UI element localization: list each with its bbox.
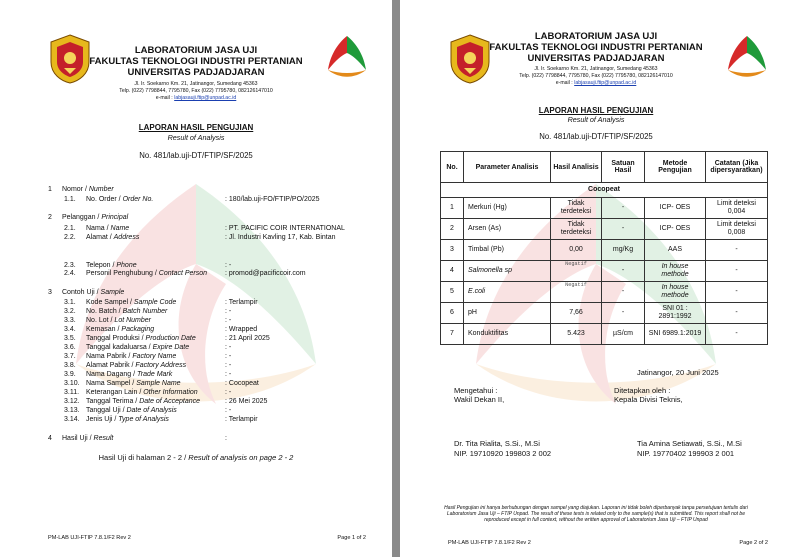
right-signature-line2: Kepala Divisi Teknis, [614, 395, 683, 404]
col-header-no: No. [441, 152, 464, 183]
cell-unit: - [602, 219, 645, 240]
field-factory-name: 3.7. Nama Pabrik / Factory Name : - [64, 353, 232, 360]
cell-parameter: Konduktifitas [464, 324, 551, 345]
field-expire-date: 3.6. Tanggal kadaluarsa / Expire Date : - [64, 344, 232, 351]
right-signatory-name: Tia Amina Setiawati, S.Si., M.Si [637, 439, 742, 448]
cell-parameter: Timbal (Pb) [464, 240, 551, 261]
left-signature-line2: Wakil Dekan II, [454, 395, 505, 404]
table-row [441, 303, 768, 324]
cell-result: Negatif [551, 261, 602, 282]
field-sample-name: 3.10. Nama Sampel / Sample Name : Cocopeat [64, 380, 259, 387]
cell-parameter: Merkuri (Hg) [464, 198, 551, 219]
section-sample: 3 Contoh Uji / Sample [48, 289, 125, 296]
cell-note: - [706, 324, 768, 345]
cell-unit: µS/cm [602, 324, 645, 345]
university-name: UNIVERSITAS PADJADJARAN [527, 53, 665, 64]
university-name: UNIVERSITAS PADJADJARAN [127, 67, 265, 78]
cell-unit: mg/Kg [602, 240, 645, 261]
field-name: 2.1. Nama / Name : PT. PACIFIC COIR INTERNATIONAL [64, 225, 345, 232]
table-row [441, 219, 768, 240]
cell-no: 4 [441, 261, 464, 282]
table-header-row [441, 152, 768, 183]
cell-result: 5.423 [551, 324, 602, 345]
cell-method: SNI 6989.1:2019 [645, 324, 706, 345]
col-header-note: Catatan (Jika dipersyaratkan) [706, 152, 768, 183]
field-packaging: 3.4. Kemasan / Packaging : Wrapped [64, 326, 258, 333]
email-link[interactable]: labjasauji.ftip@unpad.ac.id [174, 95, 237, 101]
cell-result: Tidak terdeteksi [551, 198, 602, 219]
section-principal: 2 Pelanggan / Principal [48, 214, 129, 221]
cell-note: - [706, 282, 768, 303]
cell-method: In house methode [645, 282, 706, 303]
field-order-no: 1.1. No. Order / Order No. : 180/lab.uji-FO/FTIP/PO/2025 [64, 196, 320, 203]
cell-unit: - [602, 303, 645, 324]
cell-no: 2 [441, 219, 464, 240]
result-note: Hasil Uji di halaman 2 - 2 / Result of analysis on page 2 - 2 [98, 453, 294, 462]
email-label: e-mail : [155, 95, 173, 101]
cell-note: Limit deteksi 0,008 [706, 219, 768, 240]
cell-method: In house methode [645, 261, 706, 282]
table-row [441, 240, 768, 261]
col-header-result: Hasil Analisis [551, 152, 602, 183]
cell-note: - [706, 240, 768, 261]
field-sample-code: 3.1. Kode Sampel / Sample Code : Terlampir [64, 299, 258, 306]
cell-parameter: Salmonella sp [464, 261, 551, 282]
cell-method: AAS [645, 240, 706, 261]
field-trade-mark: 3.9. Nama Dagang / Trade Mark : - [64, 371, 232, 378]
cell-no: 6 [441, 303, 464, 324]
cell-result: Tidak terdeteksi [551, 219, 602, 240]
left-signatory-nip: NIP. 19710920 199803 2 002 [454, 449, 552, 458]
left-signature-line1: Mengetahui : [454, 386, 498, 395]
section-result: 4 Hasil Uji / Result : [48, 435, 227, 442]
email-link[interactable]: labjasauji.ftip@unpad.ac.id [574, 80, 637, 86]
field-phone: 2.3. Telepon / Phone : - [64, 262, 232, 269]
disclaimer: Hasil Pengujian ini hanya berhubungan dengan sampel yang diajukan. Laporan ini tidak boleh diperbanyak tanpa persetujuan tertulis dari Laboratorium Jasa Uji – FTIP Unpad. The result of these tests is related only to the sample(s) that is submitted. This report shall not be reproduced except in full context, without the written approval of Laboratorium Jasa Uji – FTIP Unpad [444, 505, 748, 524]
field-factory-address: 3.8. Alamat Pabrik / Factory Address : - [64, 362, 232, 369]
page-number: Page 1 of 2 [337, 535, 366, 541]
cell-result: 7,66 [551, 303, 602, 324]
cell-no: 3 [441, 240, 464, 261]
table-row [441, 261, 768, 282]
report-number: No. 481/lab.uji-DT/FTIP/SF/2025 [139, 151, 253, 160]
cell-parameter: pH [464, 303, 551, 324]
table-row [441, 282, 768, 303]
cell-note: - [706, 261, 768, 282]
report-subtitle: Result of Analysis [567, 115, 625, 124]
cell-no: 5 [441, 282, 464, 303]
left-signatory-name: Dr. Tita Rialita, S.Si., M.Si [454, 439, 540, 448]
field-production-date: 3.5. Tanggal Produksi / Production Date : 21 April 2025 [64, 335, 270, 342]
address-line-1: Jl. Ir. Soekarno Km. 21, Jatinangor, Sumedang 45363 [134, 81, 258, 87]
field-lot: 3.3. No. Lot / Lot Number : - [64, 317, 232, 324]
right-signature-line1: Ditetapkan oleh : [614, 386, 671, 395]
field-batch: 3.2. No. Batch / Batch Number : - [64, 308, 232, 315]
field-contact: 2.4. Personil Penghubung / Contact Person : promod@pacificcoir.com [64, 270, 306, 277]
cell-unit: - [602, 261, 645, 282]
report-title: LAPORAN HASIL PENGUJIAN [138, 123, 254, 132]
cell-parameter: E.coli [464, 282, 551, 303]
report-page-2 [400, 0, 792, 557]
lab-name: LABORATORIUM JASA UJI [134, 45, 258, 56]
address-line-2: Telp. (022) 7798844, 7795780, Fax (022) 7795780, 082126147010 [119, 88, 273, 94]
section-number: 1 Nomor / Number [48, 186, 114, 193]
address-line-1: Jl. Ir. Soekarno Km. 21, Jatinangor, Sumedang 45363 [534, 66, 658, 72]
address-line-2: Telp. (022) 7798844, 7795780, Fax (022) 7795780, 082126147010 [519, 73, 673, 79]
email-line [400, 80, 792, 86]
form-code: PM-LAB UJI-FTIP 7.8.1/F2 Rev 2 [48, 535, 131, 541]
cell-unit: - [602, 198, 645, 219]
cell-no: 1 [441, 198, 464, 219]
place-date: Jatinangor, 20 Juni 2025 [637, 368, 719, 377]
col-header-method: Metode Pengujian [645, 152, 706, 183]
results-table [440, 151, 768, 345]
cell-unit: - [602, 282, 645, 303]
cell-result: Negatif [551, 282, 602, 303]
table-category-row [441, 183, 768, 198]
cell-method: ICP- OES [645, 219, 706, 240]
cell-method: SNI 01 : 2891:1992 [645, 303, 706, 324]
lab-name: LABORATORIUM JASA UJI [534, 31, 658, 42]
cell-method: ICP- OES [645, 198, 706, 219]
table-row [441, 324, 768, 345]
email-label: e-mail : [555, 80, 573, 86]
report-subtitle: Result of Analysis [167, 133, 225, 142]
cell-no: 7 [441, 324, 464, 345]
col-header-parameter: Parameter Analisis [464, 152, 551, 183]
form-code: PM-LAB UJI-FTIP 7.8.1/F2 Rev 2 [448, 540, 531, 546]
cell-note: - [706, 303, 768, 324]
faculty-name: FAKULTAS TEKNOLOGI INDUSTRI PERTANIAN [489, 42, 703, 53]
field-address: 2.2. Alamat / Address : Jl. Industri Kavling 17, Kab. Bintan [64, 234, 336, 241]
field-acceptance-date: 3.12. Tanggal Terima / Date of Acceptance : 26 Mei 2025 [64, 398, 268, 405]
report-page-1 [0, 0, 392, 557]
field-analysis-type: 3.14. Jenis Uji / Type of Analysis : Terlampir [64, 416, 258, 423]
report-number: No. 481/lab.uji-DT/FTIP/SF/2025 [539, 132, 653, 141]
cell-parameter: Arsen (As) [464, 219, 551, 240]
report-title: LAPORAN HASIL PENGUJIAN [538, 106, 654, 115]
email-line [0, 95, 392, 101]
right-signatory-nip: NIP. 19770402 199903 2 001 [637, 449, 735, 458]
col-header-unit: Satuan Hasil [602, 152, 645, 183]
field-other-info: 3.11. Keterangan Lain / Other Information : - [64, 389, 232, 396]
table-row [441, 198, 768, 219]
faculty-name: FAKULTAS TEKNOLOGI INDUSTRI PERTANIAN [89, 56, 303, 67]
page-number: Page 2 of 2 [739, 540, 768, 546]
field-analysis-date: 3.13. Tanggal Uji / Date of Analysis : - [64, 407, 232, 414]
cell-result: 0,00 [551, 240, 602, 261]
cell-note: Limit deteksi 0,004 [706, 198, 768, 219]
category-cell: Cocopeat [441, 183, 768, 198]
